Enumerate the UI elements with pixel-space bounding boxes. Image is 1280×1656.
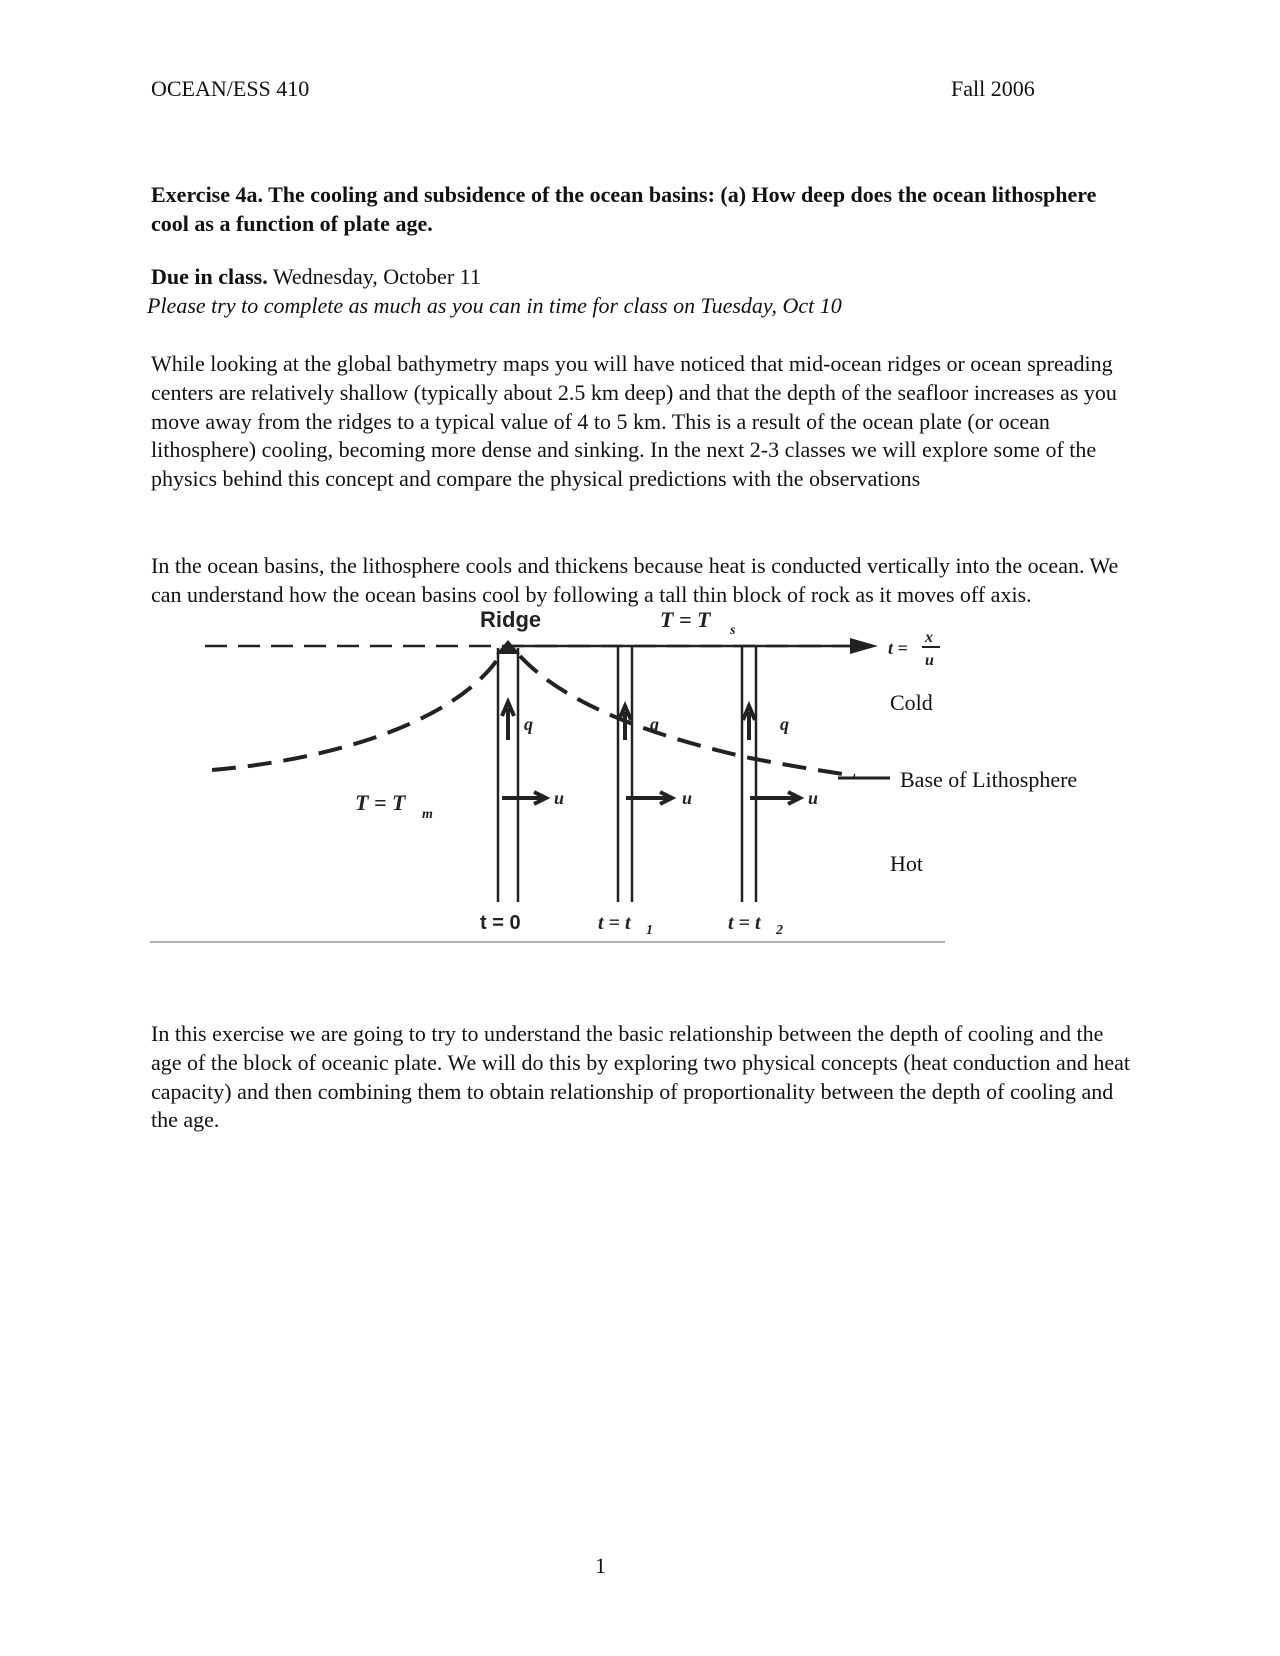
velocity-arrow-icon <box>502 792 546 804</box>
hot-label: Hot <box>890 851 923 876</box>
mantle-temp-label: T = T <box>355 790 406 815</box>
heat-flux-label-3: q <box>780 714 789 734</box>
course-header: OCEAN/ESS 410 <box>151 76 310 101</box>
due-note: Please try to complete as much as you can in time for class on Tuesday, Oct 10 <box>147 293 842 318</box>
heat-flux-arrow-icon <box>502 702 514 740</box>
page-number: 1 <box>595 1553 606 1578</box>
velocity-label-1: u <box>554 788 565 808</box>
due-line <box>151 264 481 290</box>
heat-flux-arrow-icon <box>743 706 755 740</box>
surface-temp-subscript: s <box>730 623 736 638</box>
time-label-t2: t = t <box>728 912 761 934</box>
time-label-t1: t = t <box>598 912 631 934</box>
due-date: Wednesday, October 11 <box>272 264 481 289</box>
time-axis-arrow-icon <box>850 638 878 654</box>
lithosphere-base-right <box>520 656 855 776</box>
mantle-temp-subscript: m <box>422 807 433 822</box>
velocity-label-2: u <box>682 788 693 808</box>
lithosphere-cooling-figure <box>150 607 1078 990</box>
exercise-title: Exercise 4a. The cooling and subsidence of the ocean basins: (a) How deep does the ocean lithosphere cool as a function of plate age. <box>151 182 1097 236</box>
time-label-t0: t = 0 <box>480 912 521 934</box>
time-axis-label: t = <box>888 638 908 658</box>
ridge-label: Ridge <box>480 607 542 632</box>
velocity-label-3: u <box>808 788 819 808</box>
cold-label: Cold <box>890 690 933 715</box>
time-label-t1-subscript: 1 <box>646 923 653 938</box>
paragraph-exercise: In this exercise we are going to try to understand the basic relationship between the depth of cooling and the age of the block of oceanic plate. We will do this by exploring two physical concepts (heat conduction and heat capacity) and then combining them to obtain relationship of proportionality between the depth of cooling and the age. <box>151 1021 1130 1133</box>
velocity-arrow-icon <box>750 792 800 804</box>
due-label: Due in class. <box>151 264 268 289</box>
time-axis-numerator: x <box>925 629 933 646</box>
time-label-t2-subscript: 2 <box>776 923 783 938</box>
time-axis-denominator: u <box>925 652 934 669</box>
surface-temp-label: T = T <box>660 607 711 632</box>
base-of-lithosphere-label: Base of Lithosphere <box>900 767 1078 792</box>
paragraph-cooling: In the ocean basins, the lithosphere cools and thickens because heat is conducted vertically into the ocean. We can understand how the ocean basins cool by following a tall thin block of rock as it moves off axis. <box>151 553 1119 607</box>
term-header: Fall 2006 <box>951 76 1035 101</box>
heat-flux-label-1: q <box>524 714 533 734</box>
lithosphere-base-left <box>212 656 500 770</box>
heat-flux-label-2: q <box>650 714 659 734</box>
paragraph-bathymetry: While looking at the global bathymetry maps you will have noticed that mid-ocean ridges or ocean spreading centers are relatively shallow (typically about 2.5 km deep) and that the depth of the seafloor increases as you move away from the ridges to a typical value of 4 to 5 km. This is a result of the ocean plate (or ocean lithosphere) cooling, becoming more dense and sinking. In the next 2-3 classes we will explore some of the physics behind this concept and compare the physical predictions with the observations <box>151 351 1117 492</box>
